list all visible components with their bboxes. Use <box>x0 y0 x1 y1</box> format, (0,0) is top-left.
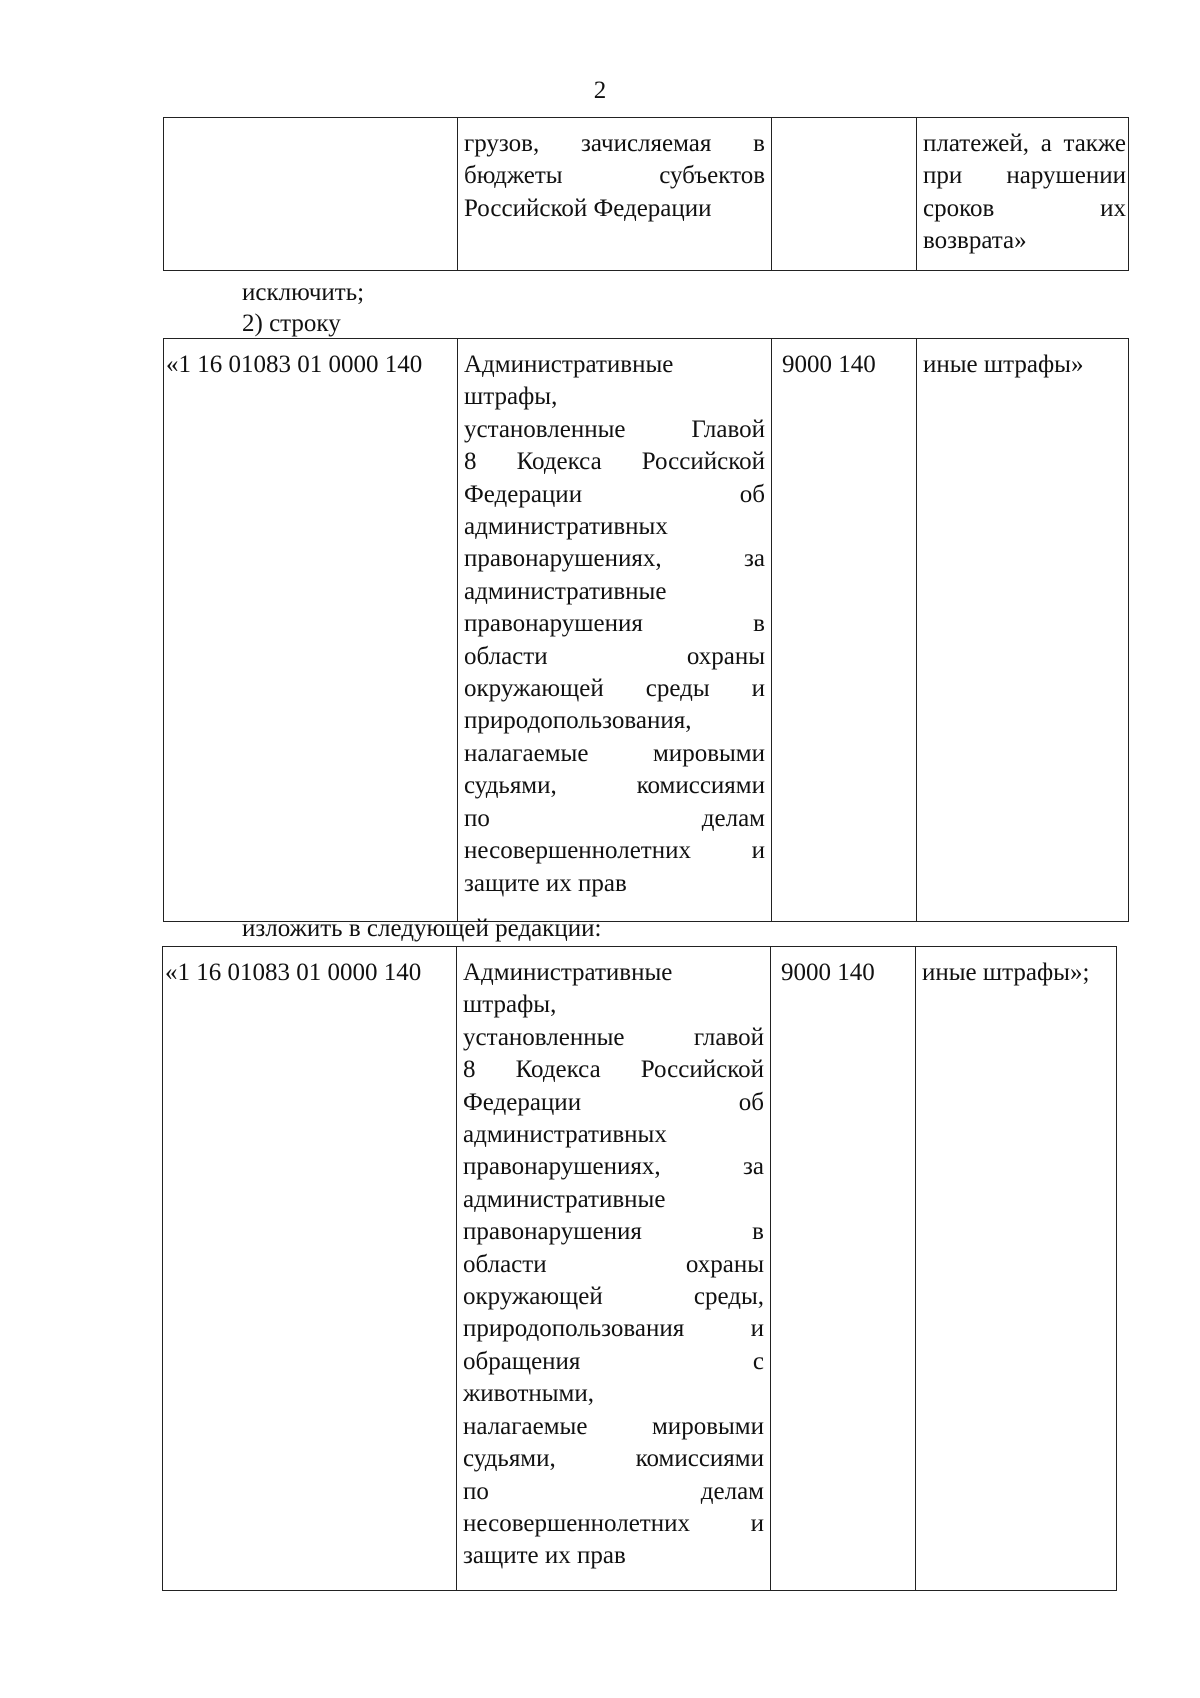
name-line: защите их прав <box>464 869 627 897</box>
name-line: установленные главой <box>463 1023 764 1051</box>
paragraph-restate: изложить в следующей редакции: <box>242 915 602 942</box>
name-line: животными, <box>463 1380 595 1408</box>
note-cell: иные штрафы»; <box>916 947 1117 1591</box>
name-line: административных <box>463 1121 667 1149</box>
name-line: административные <box>464 577 667 605</box>
name-line: бюджеты субъектов <box>464 162 765 190</box>
name-line: правонарушения в <box>463 1218 764 1246</box>
table-original-row <box>163 338 1129 922</box>
name-line: 8 Кодекса Российской <box>463 1056 764 1084</box>
table-row <box>163 947 1117 1591</box>
name-line: 8 Кодекса Российской <box>464 448 765 476</box>
name-line: Административные <box>464 351 674 378</box>
name-line: установленные Главой <box>464 415 765 443</box>
name-line: природопользования, <box>464 707 692 735</box>
paragraph-exclude: исключить; <box>242 279 365 306</box>
table-continuation <box>163 117 1129 271</box>
table-row <box>164 118 1129 271</box>
name-line: области охраны <box>464 642 765 670</box>
name-line: штрафы, <box>464 383 558 411</box>
code-cell <box>164 118 458 271</box>
name-cell <box>458 118 772 271</box>
name-line: налагаемые мировыми <box>463 1412 764 1440</box>
table-row <box>164 339 1129 922</box>
name-line: правонарушениях, за <box>464 545 765 573</box>
table-new-row <box>162 946 1117 1591</box>
name-line: судьями, комиссиями <box>463 1445 764 1473</box>
name-line: природопользования и <box>463 1315 764 1343</box>
page-number: 2 <box>593 77 607 104</box>
note-line: платежей, а также <box>923 130 1126 157</box>
name-line: Федерации об <box>463 1088 764 1116</box>
note-line: возврата» <box>923 227 1027 255</box>
name-line: административных <box>464 513 668 541</box>
name-line: правонарушениях, за <box>463 1153 764 1181</box>
name-line: правонарушения в <box>464 610 765 638</box>
name-line: по делам <box>463 1477 764 1505</box>
name-line: области охраны <box>463 1250 764 1278</box>
code-cell: «1 16 01083 01 0000 140 <box>163 947 457 1591</box>
name-line: административные <box>463 1185 666 1213</box>
name-cell <box>457 947 771 1591</box>
name-line: окружающей среды, <box>463 1283 764 1311</box>
name-line: несовершеннолетних и <box>463 1509 764 1537</box>
note-line: при нарушении <box>923 162 1126 190</box>
name-line: окружающей среды и <box>464 675 765 703</box>
name-line: штрафы, <box>463 991 557 1019</box>
name-line: несовершеннолетних и <box>464 837 765 865</box>
paragraph-item: 2) строку <box>242 310 341 337</box>
note-line: сроков их <box>923 194 1126 222</box>
name-line: налагаемые мировыми <box>464 739 765 767</box>
name-line: Административные <box>463 959 673 986</box>
name-line: Российской Федерации <box>464 194 712 222</box>
subcode-cell <box>772 118 917 271</box>
name-cell <box>458 339 772 922</box>
name-line: Федерации об <box>464 480 765 508</box>
subcode-cell: 9000 140 <box>771 947 916 1591</box>
name-line: грузов, зачисляемая в <box>464 130 765 157</box>
code-cell: «1 16 01083 01 0000 140 <box>164 339 458 922</box>
note-cell <box>917 118 1129 271</box>
subcode-cell: 9000 140 <box>772 339 917 922</box>
name-line: судьями, комиссиями <box>464 772 765 800</box>
note-cell: иные штрафы» <box>917 339 1129 922</box>
name-line: по делам <box>464 804 765 832</box>
name-line: защите их прав <box>463 1542 626 1570</box>
name-line: обращения с <box>463 1347 764 1375</box>
